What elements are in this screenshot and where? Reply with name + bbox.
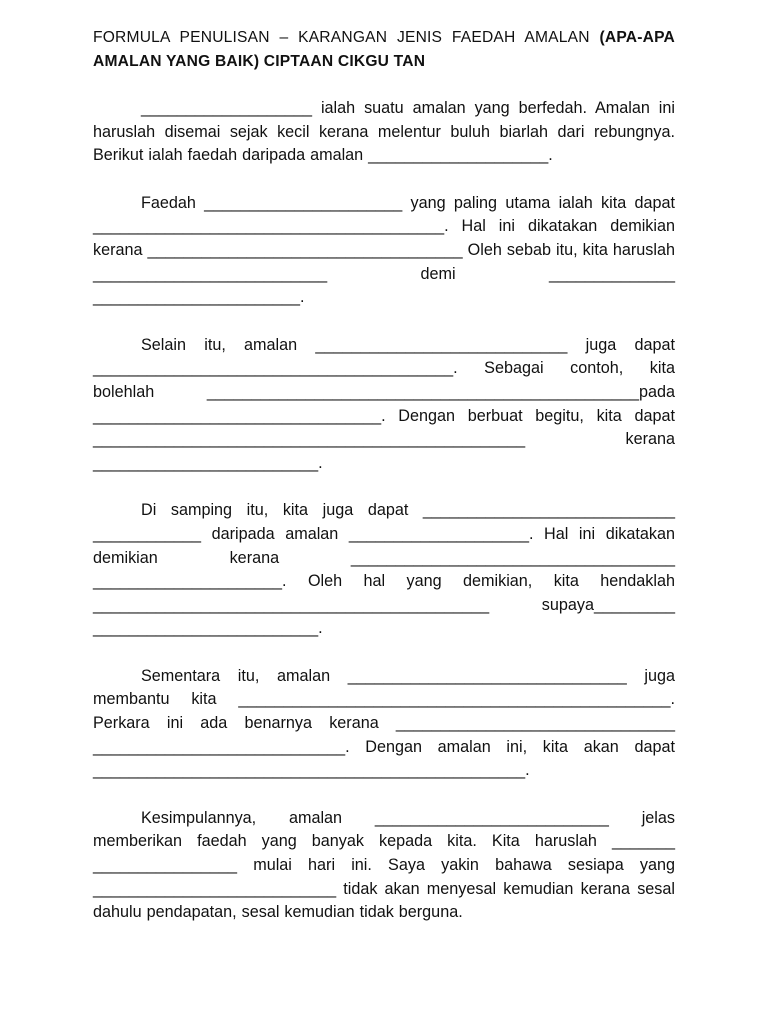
title-bold: (APA-APA AMALAN YANG BAIK) CIPTAAN CIKGU TAN [93, 29, 675, 70]
document-title [93, 26, 675, 74]
paragraph-faedah-1: Faedah ______________________ yang paling utama ialah kita dapat _______________________________________. Hal ini dikatakan demikian kerana ___________________________________ Oleh sebab itu, kita haruslah __________________________ demi ______________ _______________________. [93, 193, 675, 307]
paragraph-faedah-3: Di samping itu, kita juga dapat ____________________________ ____________ daripada amalan ____________________. Hal ini dikatakan demikian kerana ____________________________________ _____________________. Oleh hal yang demikian, kita hendaklah ____________________________________________ supaya_________ _________________________. [93, 501, 675, 638]
title-plain: FORMULA PENULISAN – KARANGAN JENIS FAEDAH AMALAN [93, 29, 600, 46]
paragraph-conclusion: Kesimpulannya, amalan __________________________ jelas memberikan faedah yang banyak kepada kita. Kita haruslah _______ ________________ mulai hari ini. Saya yakin bahawa sesiapa yang ___________________________ tidak akan menyesal kemudian kerana sesal dahulu pendapatan, sesal kemudian tidak berguna. [93, 808, 675, 922]
paragraph-faedah-2: Selain itu, amalan ____________________________ juga dapat ________________________________________. Sebagai contoh, kita bolehlah ________________________________________________pada ________________________________. Dengan berbuat begitu, kita dapat ________________________________________________ kerana _________________________. [93, 335, 675, 472]
paragraph-faedah-4: Sementara itu, amalan _______________________________ juga membantu kita ________________________________________________. Perkara ini ada benarnya kerana _______________________________ ____________________________. Dengan amalan ini, kita akan dapat ________________________________________________. [93, 666, 675, 780]
paragraph-introduction: ___________________ ialah suatu amalan yang berfedah. Amalan ini haruslah disemai sejak kecil kerana melentur buluh biarlah dari rebungnya. Berikut ialah faedah daripada amalan ____________________. [93, 99, 675, 165]
document-page [93, 26, 675, 925]
